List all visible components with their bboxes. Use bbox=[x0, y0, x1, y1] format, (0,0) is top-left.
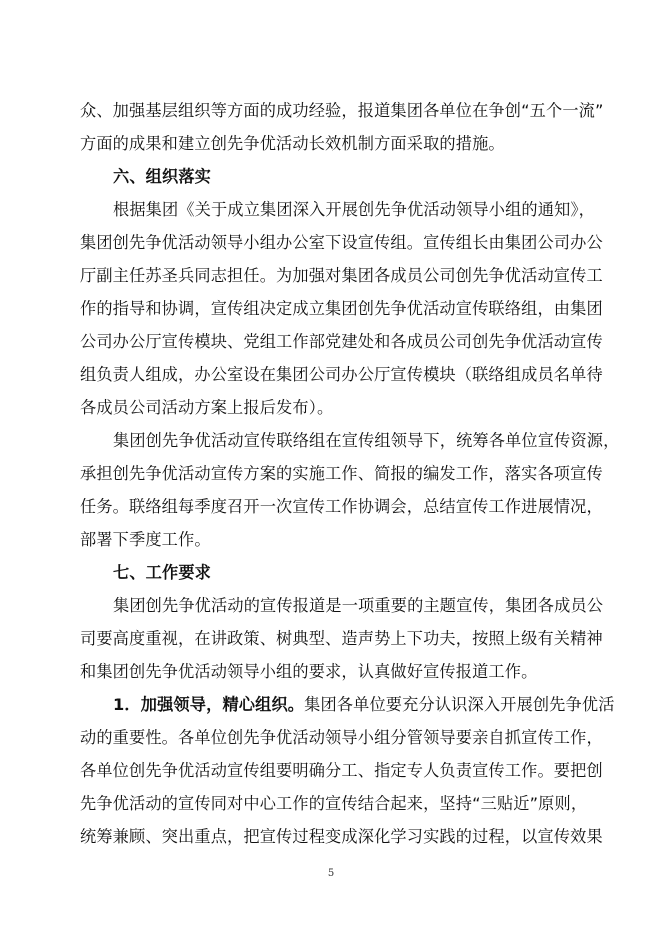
section-heading-work-requirements: 七、工作要求 bbox=[113, 563, 212, 582]
body-text-fragment: 集团各单位要充分认识深入开展创先争优活 bbox=[304, 695, 615, 714]
body-text-line: 集团创先争优活动宣传联络组在宣传组领导下，统筹各单位宣传资源， bbox=[113, 431, 620, 450]
page-number: 5 bbox=[327, 868, 335, 879]
body-text-line: 作的指导和协调，宣传组决定成立集团创先争优活动宣传联络组，由集团 bbox=[80, 299, 603, 318]
body-text-line: 和集团创先争优活动领导小组的要求，认真做好宣传报道工作。 bbox=[80, 662, 538, 681]
body-text-line: 根据集团《关于成立集团深入开展创先争优活动领导小组的通知》， bbox=[113, 200, 596, 219]
body-text-line: 承担创先争优活动宣传方案的实施工作、简报的编发工作，落实各项宣传 bbox=[80, 464, 603, 483]
body-text-line bbox=[113, 694, 615, 716]
body-text-line: 司要高度重视，在讲政策、树典型、造声势上下功夫，按照上级有关精神 bbox=[80, 629, 603, 648]
body-text-line: 方面的成果和建立创先争优活动长效机制方面采取的措施。 bbox=[80, 134, 505, 153]
body-text-line: 动的重要性。各单位创先争优活动领导小组分管领导要亲自抓宣传工作， bbox=[80, 728, 603, 747]
body-text-line: 任务。联络组每季度召开一次宣传工作协调会，总结宣传工作进展情况， bbox=[80, 497, 603, 516]
body-text-line: 众、加强基层组织等方面的成功经验，报道集团各单位在争创“五个一流” bbox=[80, 101, 604, 120]
body-text-line: 厅副主任苏圣兵同志担任。为加强对集团各成员公司创先争优活动宣传工 bbox=[80, 266, 603, 285]
body-text-line: 各单位创先争优活动宣传组要明确分工、指定专人负责宣传工作。要把创 bbox=[80, 761, 603, 780]
body-text-line: 组负责人组成，办公室设在集团公司办公厅宣传模块（联络组成员名单待 bbox=[80, 365, 603, 384]
body-text-line: 集团创先争优活动的宣传报道是一项重要的主题宣传，集团各成员公 bbox=[113, 596, 604, 615]
body-text-line: 公司办公厅宣传模块、党组工作部党建处和各成员公司创先争优活动宣传 bbox=[80, 332, 603, 351]
body-text-line: 部署下季度工作。 bbox=[80, 530, 211, 549]
subheading-strengthen-leadership: 1．加强领导，精心组织。 bbox=[113, 695, 305, 714]
body-text-line: 集团创先争优活动领导小组办公室下设宣传组。宣传组长由集团公司办公 bbox=[80, 233, 603, 252]
section-heading-organization: 六、组织落实 bbox=[113, 167, 212, 186]
body-text-line: 先争优活动的宣传同对中心工作的宣传结合起来，坚持“三贴近”原则， bbox=[80, 794, 588, 813]
body-text-line: 统筹兼顾、突出重点，把宣传过程变成深化学习实践的过程，以宣传效果 bbox=[80, 827, 603, 846]
body-text-line: 各成员公司活动方案上报后发布）。 bbox=[80, 398, 334, 417]
